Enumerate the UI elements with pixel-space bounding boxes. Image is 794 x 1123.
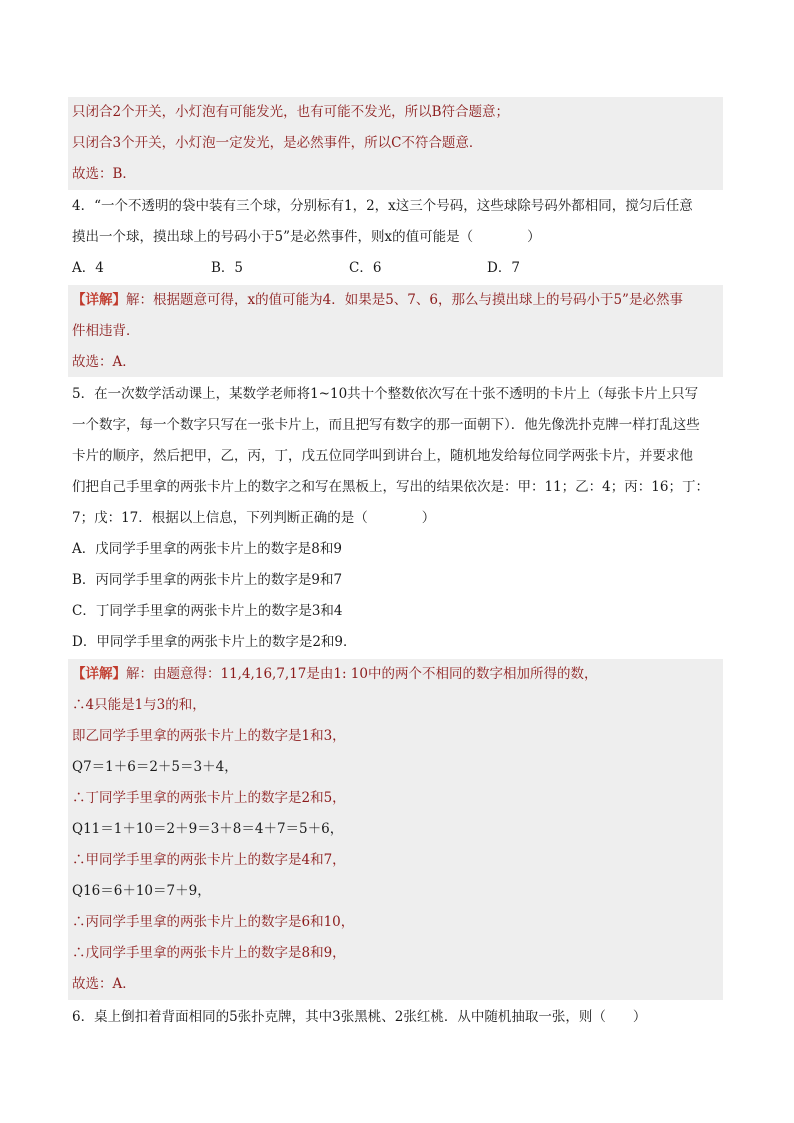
answer-5-line-6: Q11＝1＋10＝2＋9＝3＋8＝4＋7＝5＋6， xyxy=(72,821,344,837)
answer-5-line-9: ∴丙同学手里拿的两张卡片上的数字是6和10， xyxy=(72,914,355,930)
answer-line: 故选：B． xyxy=(72,166,136,182)
question-6-line-1: 6．桌上倒扣着背面相同的5张扑克牌，其中3张黑桃、2张红桃．从中随机抽取一张，则（ ） xyxy=(72,1009,647,1025)
answer-5-line-7: ∴甲同学手里拿的两张卡片上的数字是4和7， xyxy=(72,852,346,868)
answer-4-text: 解：根据题意可得，x的值可能为4．如果是5、7、6，那么与摸出球上的号码小于5”是必然事 xyxy=(126,292,683,308)
question-5-option-a: A．戊同学手里拿的两张卡片上的数字是8和9 xyxy=(72,541,342,557)
detail-tag: 【详解】 xyxy=(72,666,126,682)
question-5-line-2: 一个数字，每一个数字只写在一张卡片上，而且把写有数字的那一面朝下）．他先像洗扑克牌一样打乱这些 xyxy=(72,417,700,433)
answer-5-line-2: ∴4只能是1与3的和， xyxy=(72,697,206,713)
question-5-line-5: 7；戊：17．根据以上信息，下列判断正确的是（ ） xyxy=(72,510,436,526)
answer-5-line-10: ∴戊同学手里拿的两张卡片上的数字是8和9， xyxy=(72,945,346,961)
question-5-line-1: 5．在一次数学活动课上，某数学老师将1~10共十个整数依次写在十张不透明的卡片上（每张卡片上只写 xyxy=(72,386,699,402)
question-4-option-d: D．7 xyxy=(487,260,520,276)
question-5-line-3: 卡片的顺序，然后把甲，乙，丙，丁，戊五位同学叫到讲台上，随机地发给每位同学两张卡片，并要求他 xyxy=(72,448,693,464)
question-4-option-b: B．5 xyxy=(211,260,244,276)
answer-line: 只闭合2个开关，小灯泡有可能发光，也有可能不发光，所以B符合题意； xyxy=(72,104,510,120)
answer-line: 只闭合3个开关，小灯泡一定发光，是必然事件，所以C不符合题意． xyxy=(72,135,483,151)
question-5-line-4: 们把自己手里拿的两张卡片上的数字之和写在黑板上，写出的结果依次是：甲：11；乙：4；丙：16；丁： xyxy=(72,479,709,495)
detail-tag: 【详解】 xyxy=(72,292,126,308)
answer-5-line-1 xyxy=(72,659,597,690)
answer-5-line-8: Q16＝6＋10＝7＋9， xyxy=(72,883,211,899)
question-5-option-c: C．丁同学手里拿的两张卡片上的数字是3和4 xyxy=(72,603,343,619)
answer-4-line-2: 件相违背． xyxy=(72,323,140,339)
question-5-option-d: D．甲同学手里拿的两张卡片上的数字是2和9． xyxy=(72,634,357,650)
answer-5-line-4: Q7＝1＋6＝2＋5＝3＋4， xyxy=(72,759,238,775)
answer-4-line-3: 故选：A． xyxy=(72,354,136,370)
question-5-option-b: B．丙同学手里拿的两张卡片上的数字是9和7 xyxy=(72,572,343,588)
answer-5-text: 解：由题意得：11,4,16,7,17是由1: 10中的两个不相同的数字相加所得的数， xyxy=(126,666,598,682)
answer-5-line-11: 故选：A． xyxy=(72,976,136,992)
question-4-option-c: C．6 xyxy=(349,260,382,276)
question-4-line-1: 4．“一个不透明的袋中装有三个球，分别标有1，2，x这三个号码，这些球除号码外都相同，搅匀后任意 xyxy=(72,198,693,214)
answer-5-line-3: 即乙同学手里拿的两张卡片上的数字是1和3， xyxy=(72,728,346,744)
question-4-option-a: A．4 xyxy=(72,260,104,276)
answer-5-line-5: ∴丁同学手里拿的两张卡片上的数字是2和5， xyxy=(72,790,346,806)
answer-4-line-1 xyxy=(72,285,683,316)
question-4-line-2: 摸出一个球，摸出球上的号码小于5”是必然事件，则x的值可能是（ ） xyxy=(72,229,541,245)
